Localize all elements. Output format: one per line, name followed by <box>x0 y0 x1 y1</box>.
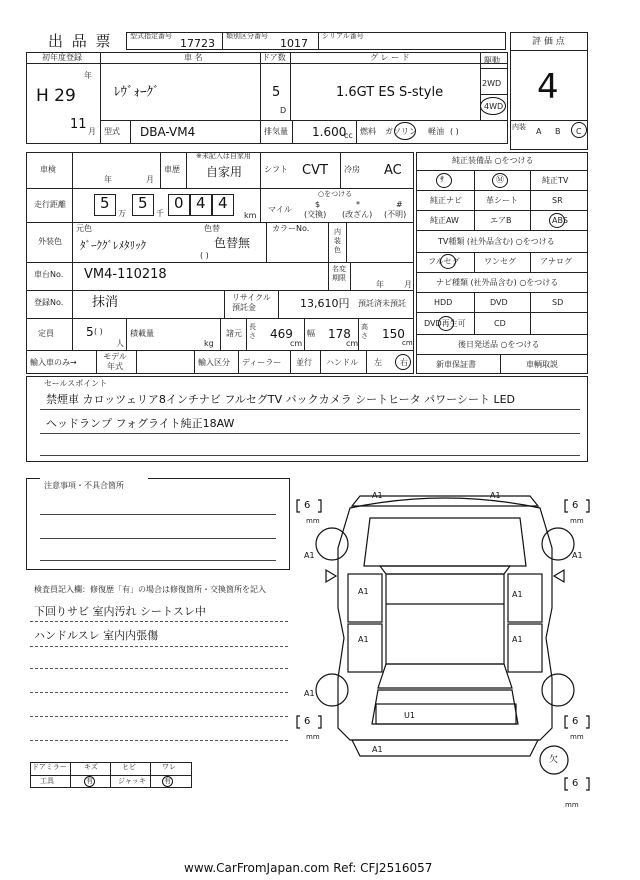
navi-type-label: ナビ種類 (社外品含む) ○をつける <box>436 278 559 287</box>
first-reg-month: 11 <box>70 117 87 132</box>
door-type: D <box>280 106 287 115</box>
recycle-status: 預託済 <box>358 299 382 308</box>
tire-mm-fl: mm <box>306 517 320 525</box>
mileage-digit-2: 5 <box>138 194 148 212</box>
damage-rr-door: A1 <box>512 635 523 644</box>
damage-rl-door: A1 <box>358 635 369 644</box>
tv-fullseg: フルセグ <box>428 257 460 266</box>
usage-label: 車歴 <box>164 165 180 174</box>
mileage-star: * <box>356 200 360 209</box>
reg: 抹消 <box>92 295 119 310</box>
fuel-gas-circle <box>394 122 416 140</box>
color-change: 色替無 <box>214 236 251 250</box>
fuel-gasoline: ガソリン <box>385 127 417 136</box>
capacity-unit: 人 <box>116 339 124 348</box>
mileage-exchange: (交換) <box>304 210 327 219</box>
import-class-label: 輸入区分 <box>198 358 230 367</box>
drive-4wd-circle <box>480 97 506 115</box>
footer-watermark: www.CarFromJapan.com Ref: CFJ2516057 <box>184 861 433 875</box>
drive-label: 駆動 <box>484 56 500 65</box>
ac-label: 冷房 <box>344 165 360 174</box>
grade-score: 4 <box>537 67 559 107</box>
tire-depth-spare: 6 <box>572 778 579 789</box>
parts-scratch: キズ <box>84 763 98 771</box>
original-color: ﾀﾞｰｸｸﾞﾚﾒﾀﾘｯｸ <box>80 239 146 252</box>
inspector-label: 検査員記入欄：修復歴「有」の場合は修復箇所・交換箇所を記入 <box>34 585 266 594</box>
interior-label: 内装 <box>512 123 526 131</box>
tire-depth-rr: 6 <box>572 716 579 727</box>
parts-jack: ジャッキ <box>118 777 146 785</box>
inspection-label: 車検 <box>40 165 56 174</box>
damage-fr-door: A1 <box>512 590 523 599</box>
fuel-diesel: 軽油 <box>428 127 444 136</box>
drive-4wd: 4WD <box>484 102 504 111</box>
color-change-label: 色替 <box>204 224 220 233</box>
name-change-month: 月 <box>404 280 412 289</box>
model-label: 型式 <box>104 127 120 136</box>
interior-color-label: 内装色 <box>334 228 341 254</box>
docs-label: 後日発送品 ○をつける <box>458 340 540 349</box>
equip-airbag: エアB <box>490 216 512 225</box>
car-name-label: 車 名 <box>184 53 203 62</box>
chassis: VM4-110218 <box>84 267 167 282</box>
damage-trunk: U1 <box>404 711 415 720</box>
sen-unit: 千 <box>156 209 164 218</box>
tv-type-label: TV種類 (社外品含む) ○をつける <box>438 237 555 246</box>
notes-label: 注意事項・不具合箇所 <box>44 481 124 490</box>
navi-dvd-play: DVD再生可 <box>424 319 466 328</box>
first-reg-label: 初年度登録 <box>42 53 82 62</box>
dims-label: 諸元 <box>226 329 242 338</box>
inspector-line-2: ハンドルスレ 室内内張傷 <box>34 629 159 642</box>
interior-b: B <box>555 127 561 136</box>
height-unit: cm <box>402 339 413 347</box>
kg-unit: kg <box>204 339 214 348</box>
length: 469 <box>270 327 293 341</box>
recycle-unpaid: 未預託 <box>382 299 406 308</box>
length-label: 長さ <box>249 323 256 340</box>
parts-mirror: ドアミラー <box>32 763 67 771</box>
reg-label: 登録No. <box>34 298 64 307</box>
mileage-unknown: (不明) <box>384 210 407 219</box>
usage-note: ※未記入は自家用 <box>196 152 251 160</box>
tire-depth-rl: 6 <box>304 716 311 727</box>
doors: 5 <box>272 85 281 100</box>
fuel-label: 燃料 <box>360 127 376 136</box>
shift-label: シフト <box>264 165 288 174</box>
height-label: 高さ <box>361 323 368 340</box>
equip-abs: ABS <box>552 216 568 225</box>
capacity-label: 定員 <box>38 329 54 338</box>
equip-aw: 純正AW <box>430 216 459 225</box>
capacity: 5 <box>86 325 94 339</box>
color-paren: ( ) <box>200 251 209 260</box>
navi-hdd: HDD <box>434 298 453 307</box>
handle-right-circle <box>395 354 411 370</box>
mileage-mile: マイル <box>268 205 292 214</box>
std-equip-label: 純正装備品 ○をつける <box>452 156 534 165</box>
navi-cd: CD <box>494 319 506 328</box>
import-parallel: 並行 <box>296 358 312 367</box>
damage-fr-wheel: A1 <box>572 551 583 560</box>
grade-name: 1.6GT ES S-style <box>336 85 444 100</box>
shift: CVT <box>302 163 328 178</box>
tire-depth-fr: 6 <box>572 500 579 511</box>
damage-fl-door: A1 <box>358 587 369 596</box>
width: 178 <box>328 327 351 341</box>
sales-line-2: ヘッドランプ フォグライト純正18AW <box>46 417 235 430</box>
usage: 自家用 <box>206 165 243 179</box>
interior-a: A <box>536 127 542 136</box>
mileage-digit-3: 0 <box>174 194 184 212</box>
inspector-line-1: 下回りサビ 室内汚れ シートスレ中 <box>34 605 206 618</box>
equip-sr: SR <box>552 196 563 205</box>
tire-depth-fl: 6 <box>304 500 311 511</box>
mileage-dollar: $ <box>315 200 321 209</box>
first-reg-era: H 29 <box>36 86 76 106</box>
mileage-digit-4: 4 <box>196 194 206 212</box>
mileage-tampered: (改ざん) <box>342 210 373 219</box>
car-damage-diagram <box>290 478 600 818</box>
color-no-label: カラーNo. <box>272 224 310 233</box>
equip-ps: Ⓜ <box>496 175 504 184</box>
class-no: 1017 <box>280 37 308 50</box>
width-label: 幅 <box>307 329 315 338</box>
navi-dvd: DVD <box>490 298 508 307</box>
mileage-digit-5: 4 <box>218 194 228 212</box>
grade-text-label: グ レ ー ド <box>370 53 410 62</box>
damage-rear-bumper: A1 <box>372 745 383 754</box>
model: DBA-VM4 <box>140 125 196 139</box>
damage-front-bumper: A1 <box>372 491 383 500</box>
tire-mm-fr: mm <box>570 517 584 525</box>
car-name: ﾚｳﾞｫｰｸﾞ <box>114 85 160 100</box>
cc-unit: cc <box>344 131 353 140</box>
tire-mm-spare: mm <box>565 801 579 809</box>
parts-tools: 工具 <box>40 777 54 785</box>
tv-oneseg: ワンセグ <box>484 257 516 266</box>
recycle-amount: 13,610円 <box>300 297 350 310</box>
mileage-digit-1: 5 <box>100 194 110 212</box>
damage-front-right: A1 <box>490 491 501 500</box>
navi-sd: SD <box>552 298 564 307</box>
length-unit: cm <box>290 339 303 348</box>
month-unit: 月 <box>88 127 96 136</box>
handle-left: 左 <box>374 358 382 367</box>
sales-line-1: 禁煙車 カロッツェリア8インチナビ フルセグTV バックカメラ シートヒータ パワーシート LED <box>46 393 516 406</box>
fuel-paren: ( ) <box>450 127 459 136</box>
type-no-label: 型式指定番号 <box>130 32 172 40</box>
type-no: 17723 <box>180 37 215 50</box>
import-dealer: ディーラー <box>242 358 282 367</box>
mileage-hash: # <box>396 200 403 209</box>
docs-warranty: 新車保証書 <box>436 360 476 369</box>
load-label: 積載量 <box>130 329 154 338</box>
model-year-label: モデル年式 <box>103 352 127 371</box>
original-color-label: 元色 <box>76 224 92 233</box>
grade-label: 評 価 点 <box>532 37 565 47</box>
interior-c: C <box>576 127 582 136</box>
chassis-label: 車台No. <box>34 270 64 279</box>
parts-tools-value: 有 <box>86 777 93 785</box>
spare-missing: 欠 <box>549 755 559 765</box>
equip-ac: ｻ <box>440 175 444 184</box>
displacement-label: 排気量 <box>264 127 288 136</box>
doors-label: ドア数 <box>262 53 286 62</box>
tire-mm-rr: mm <box>570 733 584 741</box>
interior-c-circle <box>571 122 587 138</box>
sales-label: セールスポイント <box>44 379 108 388</box>
equip-navi: 純正ナビ <box>430 196 462 205</box>
inspection-year-unit: 年 <box>104 175 112 184</box>
ac: AC <box>384 163 402 178</box>
equip-tv: 純正TV <box>542 176 569 185</box>
equip-leather: 革シート <box>486 196 518 205</box>
capacity-paren: ( ) <box>94 327 103 336</box>
serial-label: シリアル番号 <box>322 32 364 40</box>
import-label: 輸入車のみ→ <box>30 358 77 367</box>
drive-2wd: 2WD <box>482 79 502 88</box>
tire-mm-rl: mm <box>306 733 320 741</box>
name-change-label: 名変期限 <box>332 265 346 282</box>
km-unit: km <box>244 211 257 220</box>
damage-rl-wheel: A1 <box>304 689 315 698</box>
name-change-year: 年 <box>376 280 384 289</box>
form-title: 出 品 票 <box>48 32 113 50</box>
parts-crack: ヒビ <box>122 763 136 771</box>
mileage-label: 走行距離 <box>34 200 66 209</box>
damage-fl-wheel: A1 <box>304 551 315 560</box>
docs-manual: 車輌取説 <box>526 360 558 369</box>
year-unit: 年 <box>84 71 92 80</box>
color-label: 外装色 <box>38 237 62 246</box>
mileage-circle-note: ○をつける <box>318 190 353 198</box>
handle-right: 右 <box>400 358 408 367</box>
displacement: 1.600 <box>312 125 347 139</box>
width-unit: cm <box>346 339 359 348</box>
man-unit: 万 <box>118 209 126 218</box>
recycle-label: リサイクル預託金 <box>232 293 271 312</box>
class-no-label: 類別区分番号 <box>226 32 268 40</box>
tv-analog: アナログ <box>540 257 572 266</box>
height: 150 <box>382 327 405 341</box>
inspection-month-unit: 月 <box>146 175 154 184</box>
handle-label: ハンドル <box>326 358 358 367</box>
parts-break: ワレ <box>162 763 176 771</box>
parts-jack-value: 有 <box>164 777 171 785</box>
